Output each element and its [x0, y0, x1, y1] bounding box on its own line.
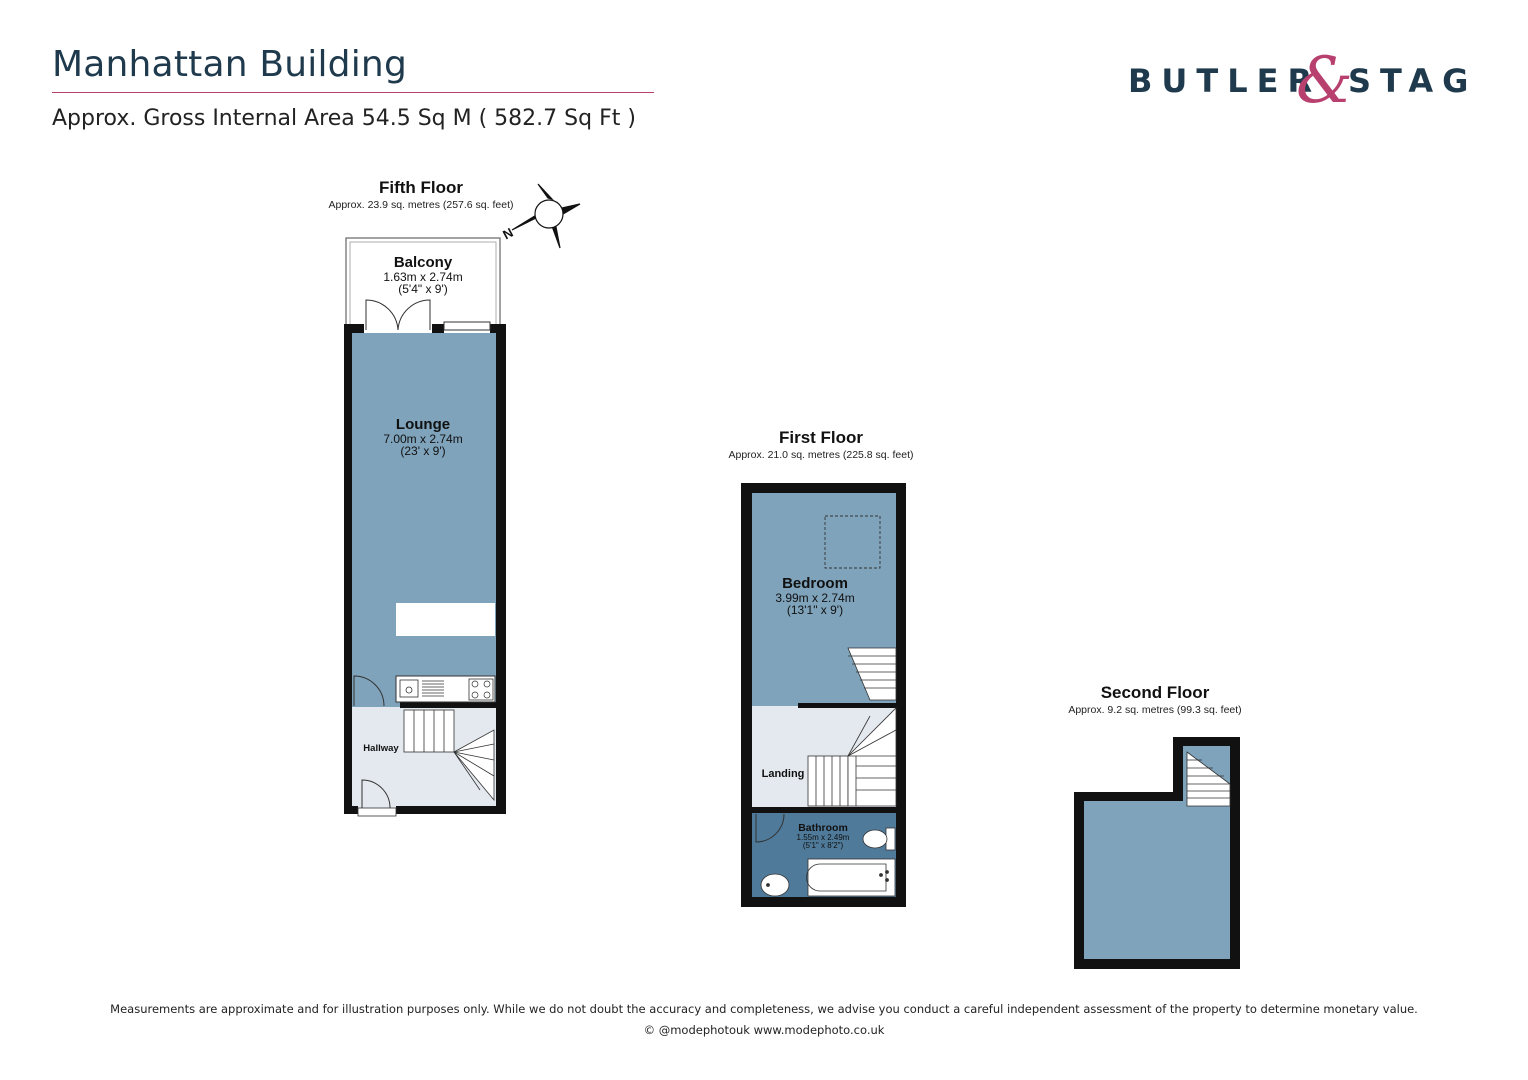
- balcony-window: [444, 322, 490, 330]
- bedroom-name: Bedroom: [782, 575, 848, 592]
- photographer-credit: © @modephotouk www.modephoto.co.uk: [643, 1023, 885, 1037]
- bathroom-name: Bathroom: [798, 822, 848, 834]
- bath-fixture: [807, 859, 896, 896]
- bathroom-dimensions-imperial: (5'1" x 8'2"): [802, 841, 844, 851]
- balcony-label: [343, 255, 503, 296]
- balcony-dimensions-metric: 1.63m x 2.74m: [383, 269, 463, 284]
- kitchen-units: [396, 676, 495, 702]
- brand-ampersand: &: [1296, 44, 1353, 118]
- gross-area-subtitle: Approx. Gross Internal Area 54.5 Sq M ( 582.7 Sq Ft ): [52, 106, 636, 131]
- kitchen-island: [396, 603, 495, 636]
- brand-word-right: STAG: [1348, 62, 1478, 100]
- lounge-name: Lounge: [395, 416, 451, 433]
- lounge-room: [352, 333, 496, 707]
- landing-label: [733, 769, 833, 781]
- bedroom-label: [735, 576, 895, 617]
- bathroom-label: [763, 823, 883, 851]
- bedroom-dimensions-imperial: (13'1" x 9'): [786, 603, 844, 618]
- second-floor-title: Second Floor: [1100, 683, 1210, 702]
- lounge-dimensions-metric: 7.00m x 2.74m: [383, 431, 463, 446]
- lounge-dimensions-imperial: (23' x 9'): [400, 444, 446, 459]
- hallway-label: [331, 744, 431, 754]
- disclaimer-text: Measurements are approximate and for illustration purposes only. While we do not doubt the accuracy and completeness, we advise you conduct a careful independent assessment of the property to determine monetary value.: [110, 1002, 1418, 1016]
- page-title: Manhattan Building: [52, 44, 408, 85]
- hallway-name: Hallway: [363, 743, 399, 754]
- lounge-label: [343, 417, 503, 458]
- balcony-dimensions-imperial: (5'4" x 9'): [398, 282, 448, 297]
- first-floor-title: First Floor: [778, 428, 864, 447]
- second-floor-room: [1074, 737, 1240, 969]
- second-floor-area: Approx. 9.2 sq. metres (99.3 sq. feet): [1068, 704, 1242, 716]
- bathroom-dimensions-metric: 1.55m x 2.49m: [796, 833, 850, 843]
- fifth-floor-title: Fifth Floor: [378, 178, 464, 197]
- landing-name: Landing: [761, 768, 805, 780]
- first-floor-area: Approx. 21.0 sq. metres (225.8 sq. feet): [728, 449, 914, 461]
- bedroom-dimensions-metric: 3.99m x 2.74m: [775, 590, 855, 605]
- balcony-name: Balcony: [393, 254, 453, 271]
- brand-word-left: BUTLER: [1128, 62, 1322, 100]
- compass-north-label: N: [500, 224, 516, 243]
- basin-fixture: [761, 874, 789, 896]
- fifth-floor-area: Approx. 23.9 sq. metres (257.6 sq. feet): [328, 199, 514, 211]
